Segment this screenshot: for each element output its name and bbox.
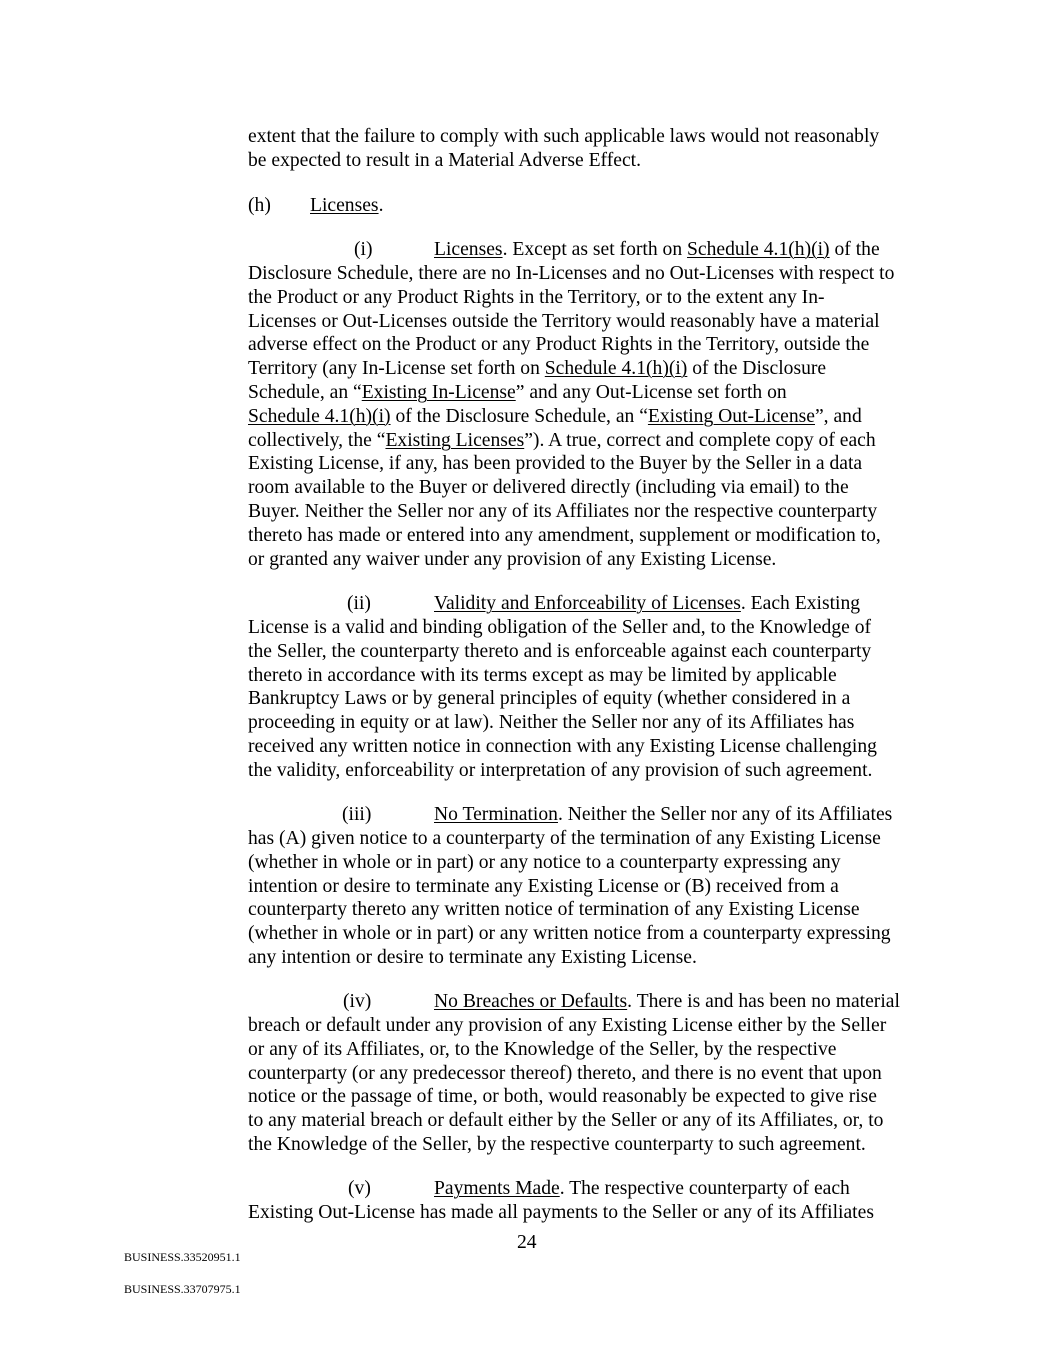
clause-i-first-line xyxy=(434,238,880,262)
text-run: of the Disclosure xyxy=(687,358,827,380)
clause-i-heading: Licenses xyxy=(434,239,503,260)
text-line: the Seller, the counterparty thereto and is enforceable against each counterparty xyxy=(248,640,872,662)
text-line: counterparty (or any predecessor thereof) thereto, and there is no event that upon xyxy=(248,1062,882,1084)
clause-iv-body xyxy=(248,1014,938,1157)
text-line xyxy=(248,429,938,453)
text-line: (whether in whole or in part) or any written notice from a counterparty expressing xyxy=(248,923,891,945)
document-id-1: BUSINESS.33520951.1 xyxy=(124,1250,241,1264)
clause-ii-body xyxy=(248,616,938,783)
text-run: of the xyxy=(829,239,880,260)
clause-v-heading: Payments Made xyxy=(434,1178,560,1199)
clause-ii-label: (ii) xyxy=(347,593,371,614)
text-line: Existing License, if any, has been provided to the Buyer by the Seller in a data xyxy=(248,453,863,475)
defined-term: Existing In-License xyxy=(361,381,516,403)
page-number: 24 xyxy=(517,1232,537,1253)
text-line xyxy=(248,405,938,429)
text-line: received any written notice in connection with any Existing License challenging xyxy=(248,735,877,757)
text-line xyxy=(248,381,938,405)
text-run: . Neither the Seller nor any of its Affiliates xyxy=(557,804,893,825)
section-h-title-wrap xyxy=(310,194,383,218)
text-line: to any material breach or default either by the Seller or any of its Affiliates, or, to xyxy=(248,1110,884,1132)
text-run: ”, and xyxy=(814,405,862,427)
text-line: breach or default under any provision of any Existing License either by the Seller xyxy=(248,1015,887,1036)
text-run: collectively, the “ xyxy=(248,429,386,451)
section-h-label: (h) xyxy=(248,195,271,216)
text-run: of the Disclosure Schedule, an “ xyxy=(390,405,648,427)
document-id-2: BUSINESS.33707975.1 xyxy=(124,1282,241,1296)
clause-v-body xyxy=(248,1201,938,1225)
clause-iii-body xyxy=(248,827,938,970)
text-line: the Product or any Product Rights in the Territory, or to the extent any In- xyxy=(248,286,825,308)
clause-iv-first-line xyxy=(434,990,900,1014)
text-line: intention or desire to terminate any Existing License or (B) received from a xyxy=(248,875,839,897)
clause-iii-label: (iii) xyxy=(342,804,372,825)
clause-iv-heading: No Breaches or Defaults xyxy=(434,991,628,1012)
text-line: the Knowledge of the Seller, by the respective counterparty to such agreement. xyxy=(248,1133,866,1155)
text-run: Territory (any In-License set forth on xyxy=(248,358,545,380)
clause-v-first-line xyxy=(434,1177,850,1201)
text-line: room available to the Buyer or delivered directly (including via email) to the xyxy=(248,477,849,499)
text-run: . Each Existing xyxy=(740,593,861,614)
text-line: (whether in whole or in part) or any notice to a counterparty expressing any xyxy=(248,851,841,873)
text-line: extent that the failure to comply with such applicable laws would not reasonably xyxy=(248,126,880,147)
text-line: Existing Out-License has made all payments to the Seller or any of its Affiliates xyxy=(248,1202,874,1223)
text-line: any intention or desire to terminate any Existing License. xyxy=(248,946,697,968)
text-run: . The respective counterparty of each xyxy=(559,1178,850,1199)
text-line: has (A) given notice to a counterparty of the termination of any Existing License xyxy=(248,828,881,849)
text-line: Buyer. Neither the Seller nor any of its Affiliates nor the respective counterparty xyxy=(248,500,878,522)
clause-v-label: (v) xyxy=(348,1178,371,1199)
schedule-reference: Schedule 4.1(h)(i) xyxy=(544,358,688,380)
schedule-reference: Schedule 4.1(h)(i) xyxy=(248,405,391,427)
text-run: ”). A true, correct and complete copy of each xyxy=(524,429,876,451)
text-line: Licenses or Out-Licenses outside the Territory would reasonably have a material xyxy=(248,310,880,332)
intro-paragraph xyxy=(248,125,938,173)
text-line xyxy=(248,357,938,381)
section-h-title-suffix: . xyxy=(378,195,384,216)
text-line: adverse effect on the Product or any Product Rights in the Territory, outside the xyxy=(248,334,870,356)
text-line: License is a valid and binding obligation of the Seller and, to the Knowledge of xyxy=(248,617,872,638)
text-line: or granted any waiver under any provision of any Existing License. xyxy=(248,548,777,570)
clause-iii-heading: No Termination xyxy=(434,804,558,825)
text-line: Disclosure Schedule, there are no In-Licenses and no Out-Licenses with respect to xyxy=(248,263,895,284)
section-h-title: Licenses xyxy=(310,195,379,216)
text-line: proceeding in equity or at law). Neither the Seller nor any of its Affiliates has xyxy=(248,712,855,734)
text-line: be expected to result in a Material Adverse Effect. xyxy=(248,149,641,171)
text-line: Bankruptcy Laws or by general principles of equity (whether considered in a xyxy=(248,688,851,710)
text-run: Schedule, an “ xyxy=(248,381,362,403)
text-line: the validity, enforceability or interpretation of any provision of such agreement. xyxy=(248,759,873,781)
text-line: notice or the passage of time, or both, would reasonably be expected to give rise xyxy=(248,1086,877,1108)
schedule-reference: Schedule 4.1(h)(i) xyxy=(687,239,830,260)
text-run: . There is and has been no material xyxy=(627,991,900,1012)
clause-iii-first-line xyxy=(434,803,892,827)
text-line: or any of its Affiliates, or, to the Knowledge of the Seller, by the respective xyxy=(248,1038,837,1060)
text-line: counterparty thereto any written notice of termination of any Existing License xyxy=(248,899,860,921)
clause-ii-heading: Validity and Enforceability of Licenses xyxy=(434,593,741,614)
text-run: ” and any Out-License set forth on xyxy=(515,381,787,403)
clause-iv-label: (iv) xyxy=(343,991,372,1012)
text-line: thereto has made or entered into any amendment, supplement or modification to, xyxy=(248,524,881,546)
text-line: thereto in accordance with its terms except as may be limited by applicable xyxy=(248,664,837,686)
clause-ii-first-line xyxy=(434,592,860,616)
clause-i-label: (i) xyxy=(354,239,373,260)
defined-term: Existing Out-License xyxy=(647,405,815,427)
clause-i-body xyxy=(248,262,938,571)
text-run: . Except as set forth on xyxy=(502,239,688,260)
defined-term: Existing Licenses xyxy=(385,429,525,451)
